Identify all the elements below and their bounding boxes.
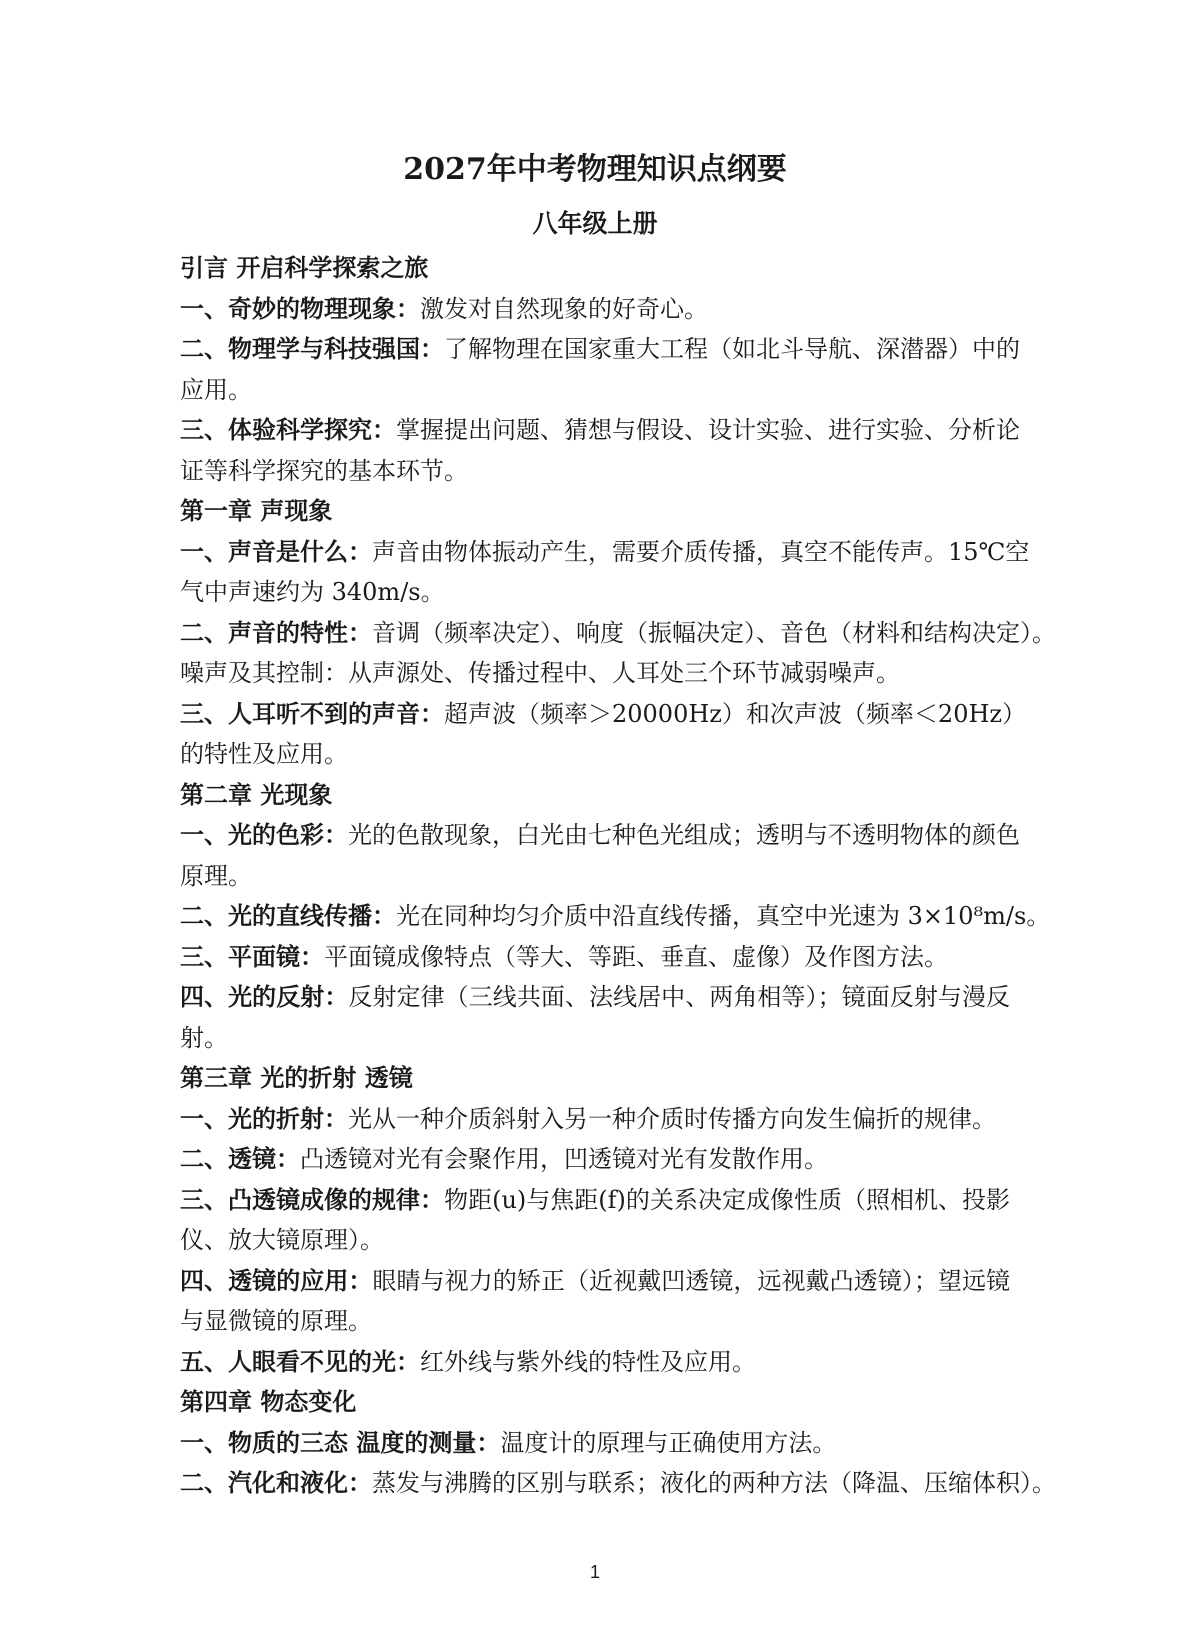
item-heading: 一、光的折射： (180, 1103, 348, 1133)
continuation-line: 噪声及其控制：从声源处、传播过程中、人耳处三个环节减弱噪声。 (180, 659, 900, 687)
page-number: 1 (589, 1562, 600, 1582)
item-heading: 二、光的直线传播： (180, 901, 396, 930)
outline-item (180, 1423, 1010, 1464)
continuation-line: 射。 (180, 1023, 228, 1052)
continuation-line: 应用。 (180, 375, 252, 404)
outline-item (180, 1463, 1056, 1504)
item-text: 红外线与紫外线的特性及应用。 (420, 1347, 756, 1376)
item-heading: 一、物质的三态 温度的测量： (180, 1427, 501, 1457)
item-heading: 三、平面镜： (180, 941, 324, 971)
item-text: 蒸发与沸腾的区别与联系；液化的两种方法（降温、压缩体积）。 (372, 1469, 1056, 1497)
chapter-heading: 第四章 物态变化 (180, 1387, 357, 1416)
chapter-heading: 第三章 光的折射 透镜 (180, 1063, 413, 1092)
item-heading: 三、体验科学探究： (180, 415, 396, 444)
outline-item (180, 815, 1020, 856)
item-heading: 五、人眼看不见的光： (180, 1346, 420, 1376)
item-text: 眼睛与视力的矫正（近视戴凹透镜，远视戴凸透镜）；望远镜 (372, 1266, 1011, 1295)
item-text: 凸透镜对光有会聚作用，凹透镜对光有发散作用。 (300, 1145, 828, 1173)
item-heading: 二、物理学与科技强国： (180, 334, 444, 363)
outline-item (180, 1261, 1010, 1302)
outline-item (180, 613, 1056, 654)
continuation-line: 的特性及应用。 (180, 740, 348, 768)
item-heading: 二、汽化和液化： (180, 1468, 372, 1497)
outline-item (180, 410, 1020, 451)
outline-item (180, 977, 1010, 1018)
outline-item (180, 532, 1030, 573)
chapter-heading: 引言 开启科学探索之旅 (180, 253, 429, 282)
continuation-line: 与显微镜的原理。 (180, 1307, 372, 1335)
continuation-line: 仪、放大镜原理）。 (180, 1226, 384, 1254)
continuation-line: 证等科学探究的基本环节。 (180, 456, 468, 485)
page-subtitle: 八年级上册 (532, 209, 658, 238)
item-text: 平面镜成像特点（等大、等距、垂直、虚像）及作图方法。 (324, 942, 948, 971)
item-heading: 一、奇妙的物理现象： (180, 293, 420, 323)
chapter-heading: 第二章 光现象 (180, 779, 333, 809)
item-text: 光从一种介质斜射入另一种介质时传播方向发生偏折的规律。 (348, 1104, 996, 1133)
document-body (180, 248, 1056, 1504)
item-text: 激发对自然现象的好奇心。 (420, 294, 708, 323)
continuation-line: 原理。 (180, 861, 252, 890)
item-text: 声音由物体振动产生，需要介质传播，真空不能传声。15℃空 (372, 537, 1030, 566)
item-heading: 一、光的色彩： (180, 820, 348, 849)
outline-item (180, 896, 1051, 937)
outline-item (180, 1099, 1010, 1140)
item-heading: 三、人耳听不到的声音： (180, 698, 444, 728)
item-heading: 二、声音的特性： (180, 617, 372, 647)
item-heading: 一、声音是什么： (180, 536, 372, 566)
continuation-line: 气中声速约为 340m/s。 (180, 578, 445, 606)
outline-item (180, 694, 1027, 735)
outline-item (180, 289, 1010, 330)
item-heading: 四、光的反射： (180, 982, 349, 1011)
item-text: 超声波（频率＞20000Hz）和次声波（频率＜20Hz） (444, 699, 1027, 728)
item-text: 掌握提出问题、猜想与假设、设计实验、进行实验、分析论 (396, 416, 1020, 444)
item-text: 光在同种均匀介质中沿直线传播，真空中光速为 3×10⁸m/s。 (396, 902, 1051, 930)
page-title: 2027年中考物理知识点纲要 (403, 152, 787, 187)
outline-item (180, 329, 1020, 370)
outline-item (180, 1342, 1010, 1383)
outline-item (180, 937, 1010, 978)
item-text: 温度计的原理与正确使用方法。 (500, 1428, 837, 1457)
item-text: 物距(u)与焦距(f)的关系决定成像性质（照相机、投影 (444, 1185, 1011, 1214)
item-text: 反射定律（三线共面、法线居中、两角相等）；镜面反射与漫反 (348, 983, 1011, 1011)
item-text: 了解物理在国家重大工程（如北斗导航、深潜器）中的 (444, 335, 1020, 363)
item-text: 光的色散现象，白光由七种色光组成；透明与不透明物体的颜色 (348, 821, 1020, 849)
item-heading: 四、透镜的应用： (180, 1265, 373, 1295)
chapter-heading: 第一章 声现象 (180, 496, 333, 525)
item-heading: 二、透镜： (180, 1144, 300, 1173)
outline-item (180, 1139, 1010, 1180)
item-text: 音调（频率决定）、响度（振幅决定）、音色（材料和结构决定）。 (372, 618, 1056, 647)
item-heading: 三、凸透镜成像的规律： (180, 1184, 445, 1214)
outline-item (180, 1180, 1010, 1221)
